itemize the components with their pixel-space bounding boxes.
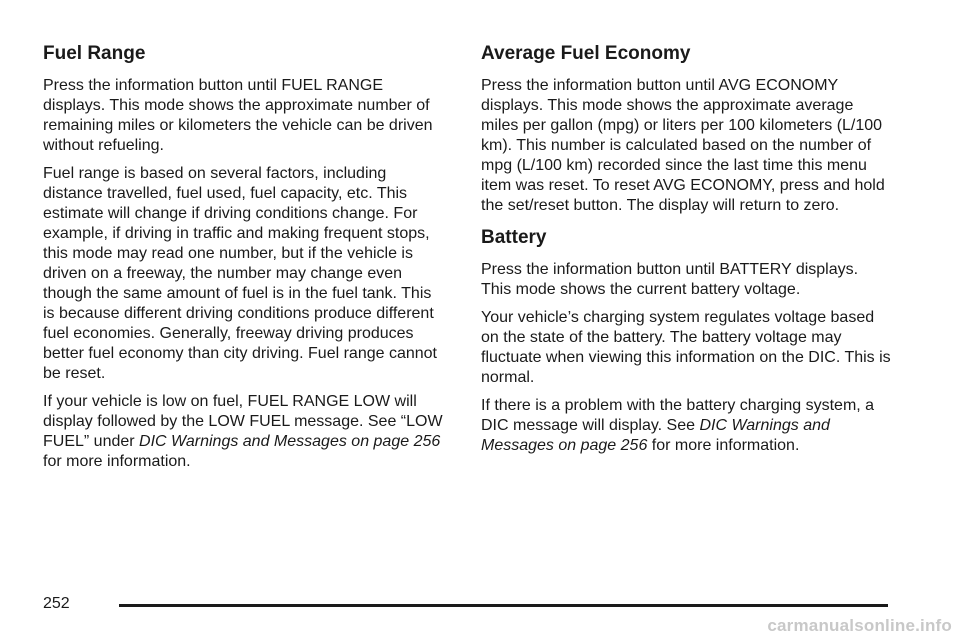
dic-warnings-reference-link[interactable]: DIC Warnings and Messages on page 256 xyxy=(139,433,441,450)
fuel-range-heading: Fuel Range xyxy=(43,43,146,64)
page-number: 252 xyxy=(43,595,70,612)
battery-paragraph-3 xyxy=(481,396,891,456)
right-column xyxy=(481,42,891,464)
dic-warnings-reference-link-battery[interactable]: DIC Warnings and Messages on page 256 xyxy=(481,417,830,454)
average-fuel-economy-heading: Average Fuel Economy xyxy=(481,43,691,64)
fuel-range-paragraph-3 xyxy=(43,392,443,472)
fuel-range-paragraph-1: Press the information button until FUEL RANGE displays. This mode shows the approximate number of remaining miles or kilometers the vehicle can be driven without refueling. xyxy=(43,77,433,154)
fuel-range-paragraph-3-tail: for more information. xyxy=(43,453,191,470)
watermark: carmanualsonline.info xyxy=(767,616,952,635)
average-fuel-economy-paragraph-1: Press the information button until AVG ECONOMY displays. This mode shows the approximate average miles per gallon (mpg) or liters per 100 kilometers (L/100 km). This number is calculated based on the number of mpg (L/100 km) recorded since the last time this menu item was reset. To reset AVG ECONOMY, press and hold the set/reset button. The display will return to zero. xyxy=(481,77,885,214)
footer-rule xyxy=(119,604,888,607)
left-column xyxy=(43,42,443,480)
battery-paragraph-1: Press the information button until BATTERY displays. This mode shows the current battery voltage. xyxy=(481,261,859,298)
fuel-range-paragraph-2: Fuel range is based on several factors, including distance travelled, fuel used, fuel capacity, etc. This estimate will change if driving conditions change. For example, if driving in traffic and making frequent stops, this mode may read one number, but if the vehicle is driven on a freeway, the number may change even though the same amount of fuel is in the fuel tank. This is because different driving conditions produce different fuel economies. Generally, freeway driving produces better fuel economy than city driving. Fuel range cannot be reset. xyxy=(43,165,437,382)
fuel-range-paragraph-3-text: If your vehicle is low on fuel, FUEL RANGE LOW will display followed by the LOW FUEL message. See “LOW FUEL” under xyxy=(43,393,443,450)
page-footer xyxy=(43,594,888,614)
battery-heading: Battery xyxy=(481,227,547,248)
battery-paragraph-2: Your vehicle’s charging system regulates voltage based on the state of the battery. The battery voltage may fluctuate when viewing this information on the DIC. This is normal. xyxy=(481,309,891,386)
battery-paragraph-3-tail: for more information. xyxy=(647,437,800,454)
battery-paragraph-3-text: If there is a problem with the battery charging system, a DIC message will display. See xyxy=(481,397,875,434)
